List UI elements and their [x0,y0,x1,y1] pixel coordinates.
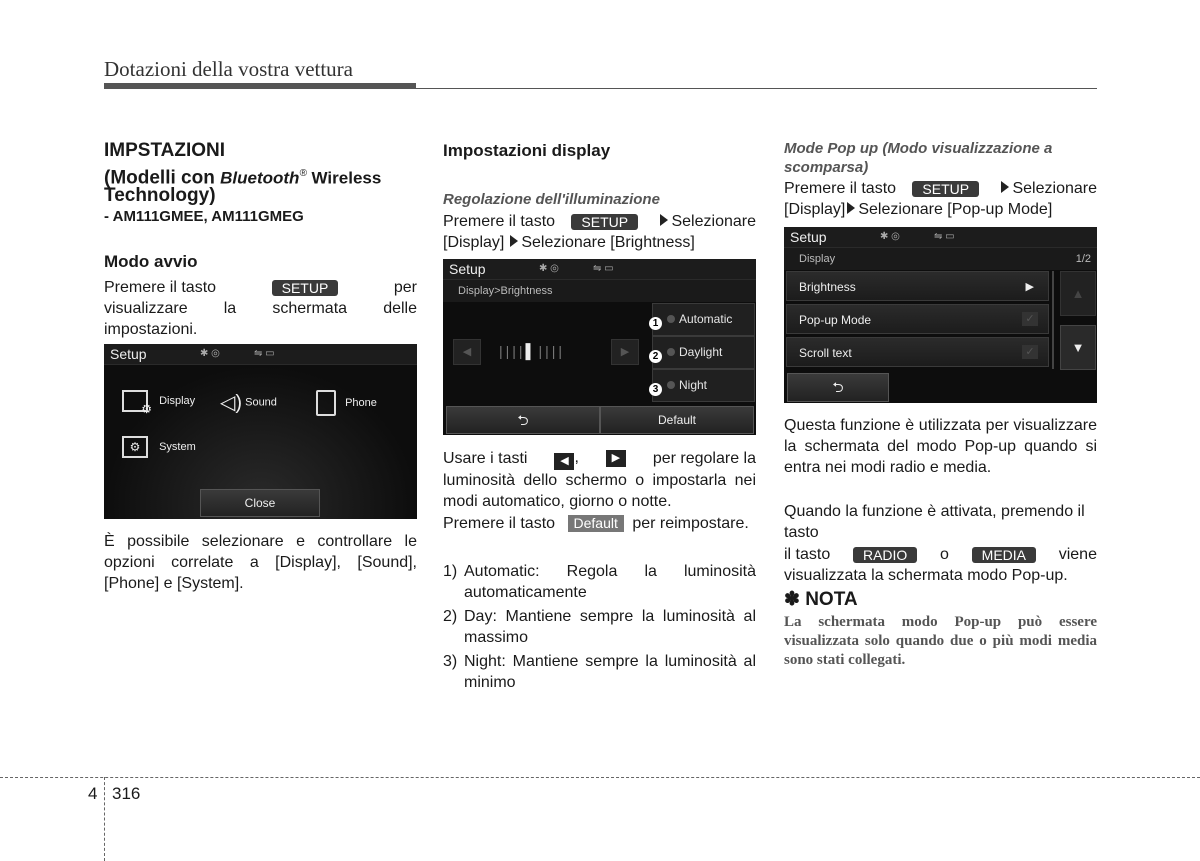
paragraph-popup-function: Questa funzione è utilizzata per visualizzare la schermata del modo Pop-up quando si entra nei modi radio e media. [784,417,1097,476]
paragraph-adjust: Usare i tasti ◀ , ▶ per regolare la luminosità dello schermo o impostarla nei modi automatico, giorno o notte. [443,449,756,510]
list-item: 1) Automatic: Regola la luminosità automaticamente [443,563,756,601]
breadcrumb: Display>Brightness [443,280,756,302]
nota-text: La schermata modo Pop-up può essere visualizzata solo quando due o più modi media sono stati collegati. [784,614,1097,668]
nota-title: ✽ NOTA [784,589,858,610]
subsection-title: Modo avvio [104,252,198,271]
radio-key: RADIO [853,547,917,563]
sub-header: Display 1/2 [784,248,1097,270]
menu-sound[interactable]: ◁) Sound [220,392,277,414]
brightness-screen [443,259,756,435]
bluetooth-icon: ✱ ◎ [880,231,900,242]
menu-system[interactable]: ⚙ System [122,436,196,458]
close-button[interactable]: Close [200,489,320,517]
setup-key: SETUP [571,214,638,230]
back-arrow-icon: ⮌ [832,379,844,395]
arrow-right-icon [510,235,518,247]
callout-1: 1 [649,317,662,330]
system-gear-icon: ⚙ [122,436,148,458]
screen-header: Setup ✱ ◎ ⇋ ▭ [443,259,756,280]
bluetooth-word: Bluetooth [220,168,300,188]
brightness-slider[interactable]: ||||▌|||| [499,343,566,359]
default-key: Default [568,515,624,532]
menu-display[interactable]: ⚙ Display [122,390,195,412]
scrollbar-track [1052,271,1054,369]
arrow-right-icon [1001,181,1009,193]
bluetooth-icon: ✱ ◎ [200,348,220,359]
back-arrow-icon: ⮌ [517,412,529,428]
header-rule [416,88,1097,89]
footer-rule [0,777,1200,778]
option-night[interactable]: Night [652,369,755,402]
phone-icon [316,390,336,416]
media-key: MEDIA [972,547,1036,563]
arrow-right-icon [660,214,668,226]
page-header-title: Dotazioni della vostra vettura [104,57,353,81]
checkbox-icon[interactable]: ✓ [1022,312,1038,326]
setup-key: SETUP [912,181,979,197]
callout-3: 3 [649,383,662,396]
section-subtitle: (Modelli con Bluetooth® Wireless [104,167,382,189]
chapter-number: 4 [88,784,98,803]
section-subtitle-2: Technology) [104,185,216,206]
usb-icon: ⇋ ▭ [934,231,955,242]
setup-key: SETUP [272,280,339,296]
paragraph-reset: Premere il tasto Default per reimpostare. [443,515,749,532]
option-daylight[interactable]: Daylight [652,336,755,369]
scroll-up-button[interactable]: ▲ [1060,271,1096,316]
page-number: 316 [112,784,141,803]
mode-list [443,561,756,693]
row-popup-mode[interactable]: Pop-up Mode ✓ [786,304,1049,334]
row-scroll-text[interactable]: Scroll text ✓ [786,337,1049,367]
speaker-icon: ◁) [220,392,243,414]
header-bar [104,83,416,89]
section-title: IMPSTAZIONI [104,140,226,161]
radio-indicator [667,315,675,323]
list-item: 3) Night: Mantiene sempre la luminosità al minimo [443,653,756,691]
page-indicator: 1/2 [1075,253,1091,265]
screen-header: Setup ✱ ◎ ⇋ ▭ [104,344,417,365]
default-button[interactable]: Default [600,406,754,434]
brightness-increase-button[interactable]: ▶ [611,339,639,365]
radio-indicator [667,381,675,389]
scroll-down-button[interactable]: ▼ [1060,325,1096,370]
checkbox-icon[interactable]: ✓ [1022,345,1038,359]
popup-subhead: Mode Pop up (Modo visualizzazione a scomparsa) [784,140,1053,176]
brightness-subhead: Regolazione dell'illuminazione [443,191,660,208]
left-arrow-key-icon: ◀ [554,453,574,470]
display-settings-title: Impostazioni display [443,141,611,160]
paragraph-startup: Premere il tasto SETUP per visualizzare la schermata delle impostazioni. [104,279,417,338]
paragraph-popup-activate: Quando la funzione è attivata, premendo il tasto il tasto RADIO o MEDIA viene visualizzata la schermata modo Pop-up. [784,503,1097,584]
option-automatic[interactable]: Automatic [652,303,755,336]
brightness-decrease-button[interactable]: ◀ [453,339,481,365]
row-brightness[interactable]: Brightness ▶ [786,271,1049,301]
display-icon: ⚙ [122,390,148,412]
bluetooth-icon: ✱ ◎ [539,263,559,274]
list-item: 2) Day: Mantiene sempre la luminosità al massimo [443,608,756,646]
footer-divider [104,777,105,861]
paragraph-popup-steps: Premere il tasto SETUP Selezionare [Display] Selezionare [Pop-up Mode] [784,180,1097,218]
paragraph-brightness-steps: Premere il tasto SETUP Selezionare [Display] Selezionare [Brightness] [443,213,756,251]
usb-icon: ⇋ ▭ [593,263,614,274]
back-button[interactable] [446,406,600,434]
model-codes: - AM111GMEE, AM111GMEG [104,208,304,225]
menu-phone[interactable]: Phone [316,390,377,416]
screen-header: Setup ✱ ◎ ⇋ ▭ [784,227,1097,248]
back-button[interactable] [787,373,889,402]
usb-icon: ⇋ ▭ [254,348,275,359]
setup-screen [104,344,417,519]
popup-mode-screen [784,227,1097,403]
arrow-right-icon [847,202,855,214]
radio-indicator [667,348,675,356]
right-arrow-key-icon: ▶ [606,450,626,467]
arrow-right-icon: ▶ [1025,281,1034,293]
paragraph-options: È possibile selezionare e controllare le opzioni correlate a [Display], [Sound], [Phone] e [System]. [104,533,417,592]
callout-2: 2 [649,350,662,363]
